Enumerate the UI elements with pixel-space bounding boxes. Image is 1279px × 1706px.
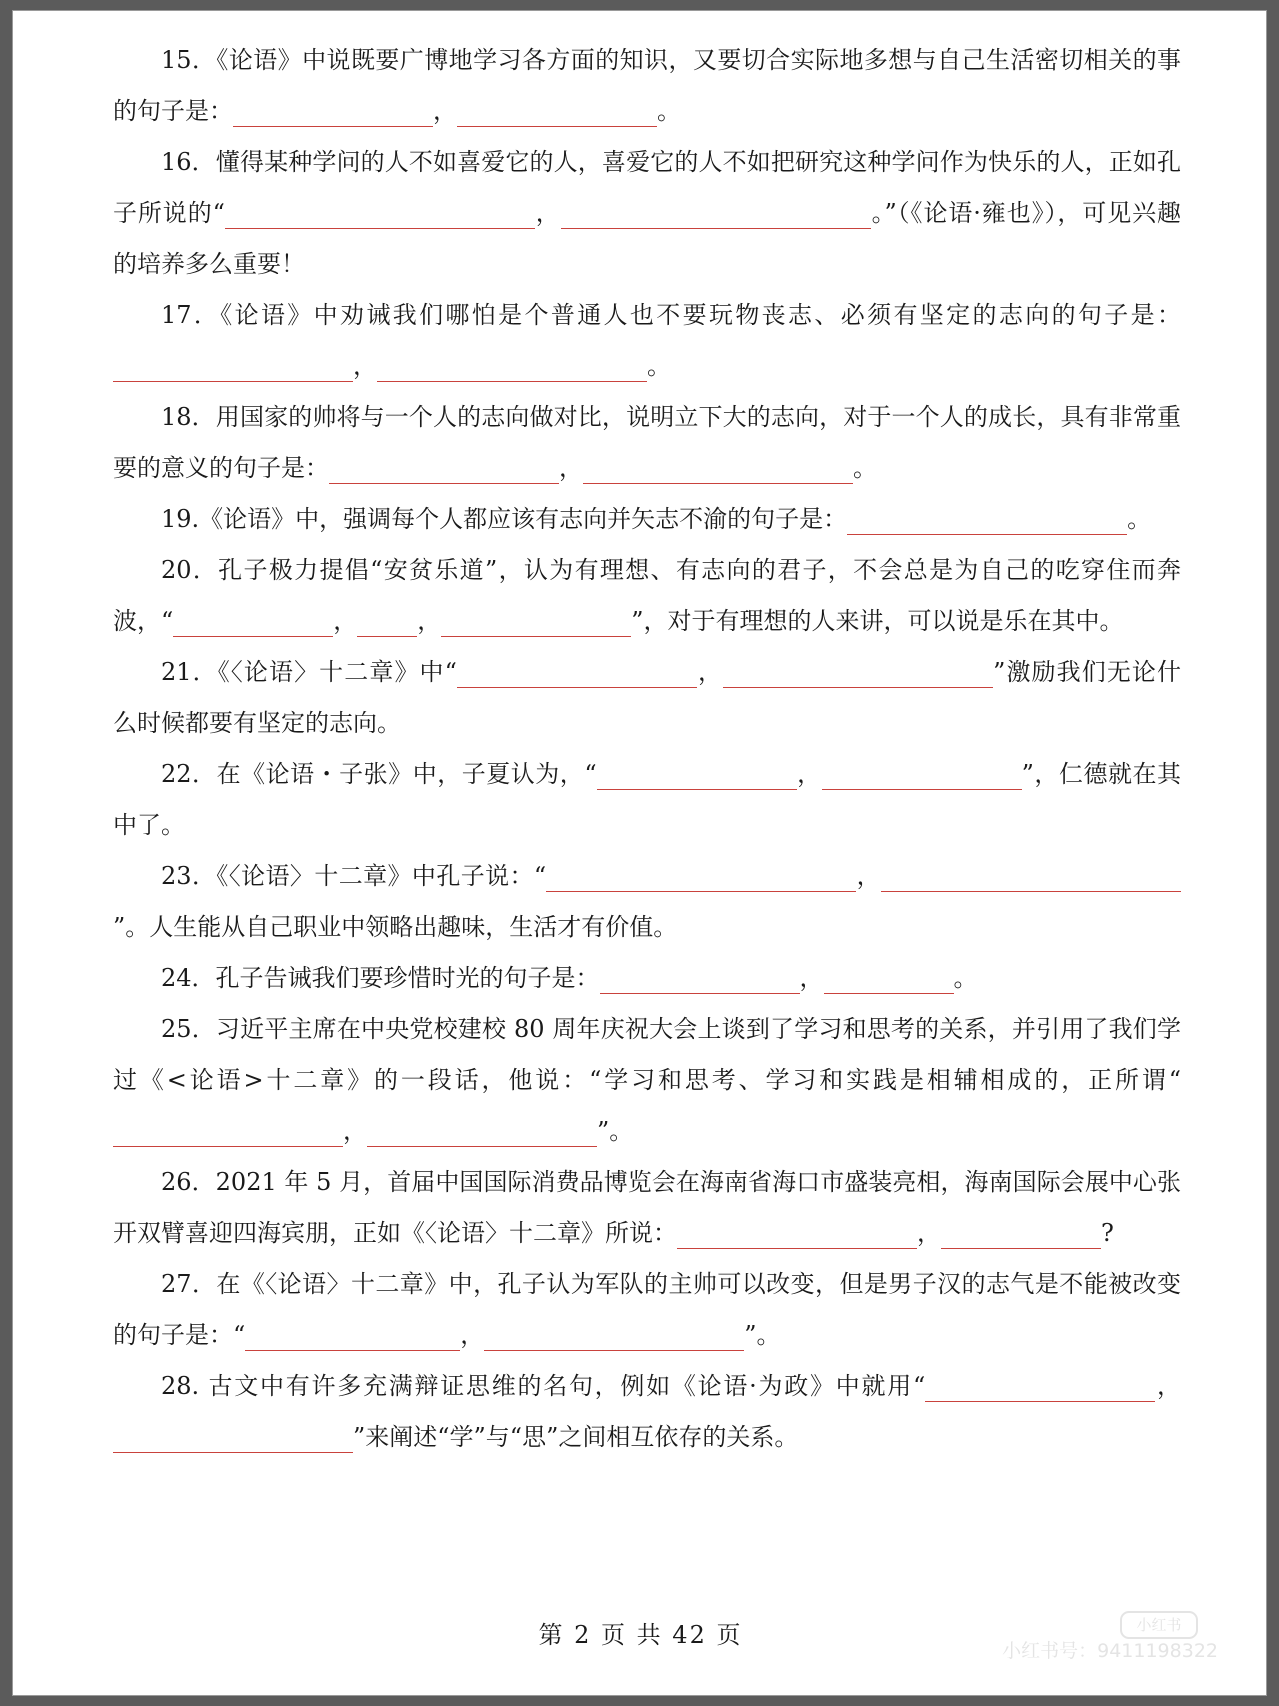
question-21: 21．《〈论语〉十二章》中“ ， ”激励我们无论什么时候都要有坚定的志向。	[113, 658, 1181, 737]
question-text: 26．2021 年 5 月，首届中国国际消费品博览会在海南省海口市盛装亮相，海南国际会展中心张开双臂喜迎四海宾朋，正如《〈论语〉十二章》所说：	[113, 1168, 1181, 1247]
answer-blank[interactable]	[441, 606, 631, 637]
answer-blank[interactable]	[233, 96, 433, 127]
question-text: 16．懂得某种学问的人不如喜爱它的人，喜爱它的人不如把研究这种学问作为快乐的人，正如孔子所说的“	[113, 148, 1181, 227]
question-text: 17．《论语》中劝诫我们哪怕是个普通人也不要玩物丧志、必须有坚定的志向的句子是：	[161, 301, 1181, 329]
question-text: 25．习近平主席在中央党校建校 80 周年庆祝大会上谈到了学习和思考的关系，并引用了我们学过《<论语>十二章》的一段话，他说：“学习和思考、学习和实践是相辅相成的，正所谓“	[113, 1015, 1181, 1094]
question-24: 24．孔子告诫我们要珍惜时光的句子是： ， 。	[161, 964, 978, 992]
answer-blank[interactable]	[225, 198, 535, 229]
answer-blank[interactable]	[822, 759, 1022, 790]
question-text: 15．《论语》中说既要广博地学习各方面的知识，又要切合实际地多想与自己生活密切相关的事的句子是：	[113, 46, 1181, 125]
answer-blank[interactable]	[941, 1218, 1101, 1249]
question-27: 27．在《〈论语〉十二章》中，孔子认为军队的主帅可以改变，但是男子汉的志气是不能被改变的句子是：“ ， ”。	[113, 1270, 1181, 1349]
document-page	[12, 10, 1267, 1696]
answer-blank[interactable]	[925, 1371, 1155, 1402]
question-17: 17．《论语》中劝诫我们哪怕是个普通人也不要玩物丧志、必须有坚定的志向的句子是：， 。	[113, 290, 1181, 392]
answer-blank[interactable]	[113, 1422, 353, 1453]
answer-blank[interactable]	[600, 963, 800, 994]
question-text: 21．《〈论语〉十二章》中“	[161, 658, 457, 686]
question-28: 28. 古文中有许多充满辩证思维的名句，例如《论语·为政》中就用“ ，”来阐述“学”与“思”之间相互依存的关系。	[113, 1361, 1181, 1463]
question-26: 26．2021 年 5 月，首届中国国际消费品博览会在海南省海口市盛装亮相，海南国际会展中心张开双臂喜迎四海宾朋，正如《〈论语〉十二章》所说： ， ?	[113, 1168, 1181, 1247]
question-text: 20．孔子极力提倡“安贫乐道”，认为有理想、有志向的君子，不会总是为自己的吃穿住而奔波，“	[113, 556, 1181, 635]
answer-blank[interactable]	[597, 759, 797, 790]
question-text: 22．在《论语・子张》中，子夏认为，“	[161, 760, 597, 788]
question-text: 24．孔子告诫我们要珍惜时光的句子是：	[161, 964, 600, 992]
question-22: 22．在《论语・子张》中，子夏认为，“ ， ”，仁德就在其中了。	[113, 760, 1182, 839]
question-16: 16．懂得某种学问的人不如喜爱它的人，喜爱它的人不如把研究这种学问作为快乐的人，正如孔子所说的“ ， 。”（《论语·雍也》），可见兴趣的培养多么重要！	[113, 148, 1181, 278]
answer-blank[interactable]	[677, 1218, 917, 1249]
answer-blank[interactable]	[546, 861, 856, 892]
answer-blank[interactable]	[561, 198, 871, 229]
answer-blank[interactable]	[457, 657, 697, 688]
question-text: 19.《论语》中，强调每个人都应该有志向并矢志不渝的句子是：	[161, 505, 848, 533]
answer-blank[interactable]	[824, 963, 954, 994]
question-list	[113, 35, 1181, 1463]
watermark-logo: 小红书	[1120, 1611, 1198, 1639]
answer-blank[interactable]	[583, 453, 853, 484]
answer-blank[interactable]	[881, 861, 1181, 892]
question-text: 28. 古文中有许多充满辩证思维的名句，例如《论语·为政》中就用“	[161, 1372, 926, 1400]
question-25: 25．习近平主席在中央党校建校 80 周年庆祝大会上谈到了学习和思考的关系，并引用了我们学过《<论语>十二章》的一段话，他说：“学习和思考、学习和实践是相辅相成的，正所谓“， ”。	[113, 1015, 1181, 1145]
answer-blank[interactable]	[173, 606, 333, 637]
question-19: 19.《论语》中，强调每个人都应该有志向并矢志不渝的句子是： 。	[161, 505, 1152, 533]
answer-blank[interactable]	[457, 96, 657, 127]
answer-blank[interactable]	[484, 1320, 744, 1351]
answer-blank[interactable]	[723, 657, 993, 688]
answer-blank[interactable]	[377, 351, 647, 382]
question-23: 23．《〈论语〉十二章》中孔子说：“ ，”。人生能从自己职业中领略出趣味，生活才有价值。	[113, 851, 1181, 953]
question-text: 23．《〈论语〉十二章》中孔子说：“	[161, 862, 547, 890]
question-text: 27．在《〈论语〉十二章》中，孔子认为军队的主帅可以改变，但是男子汉的志气是不能被改变的句子是：“	[113, 1270, 1181, 1349]
answer-blank[interactable]	[113, 351, 353, 382]
watermark-text: 小红书号：9411198322	[1002, 1640, 1218, 1662]
page-number: 第 2 页 共 42 页	[538, 1621, 743, 1649]
question-20: 20．孔子极力提倡“安贫乐道”，认为有理想、有志向的君子，不会总是为自己的吃穿住而奔波，“ ， ， ”，对于有理想的人来讲，可以说是乐在其中。	[113, 556, 1181, 635]
question-15: 15．《论语》中说既要广博地学习各方面的知识，又要切合实际地多想与自己生活密切相关的事的句子是： ， 。	[113, 46, 1181, 125]
answer-blank[interactable]	[113, 1116, 343, 1147]
answer-blank[interactable]	[367, 1116, 597, 1147]
question-text: 18．用国家的帅将与一个人的志向做对比，说明立下大的志向，对于一个人的成长，具有非常重要的意义的句子是：	[113, 403, 1181, 482]
answer-blank[interactable]	[245, 1320, 460, 1351]
answer-blank[interactable]	[847, 504, 1127, 535]
answer-blank[interactable]	[357, 606, 417, 637]
question-18: 18．用国家的帅将与一个人的志向做对比，说明立下大的志向，对于一个人的成长，具有非常重要的意义的句子是： ， 。	[113, 403, 1181, 482]
answer-blank[interactable]	[329, 453, 559, 484]
